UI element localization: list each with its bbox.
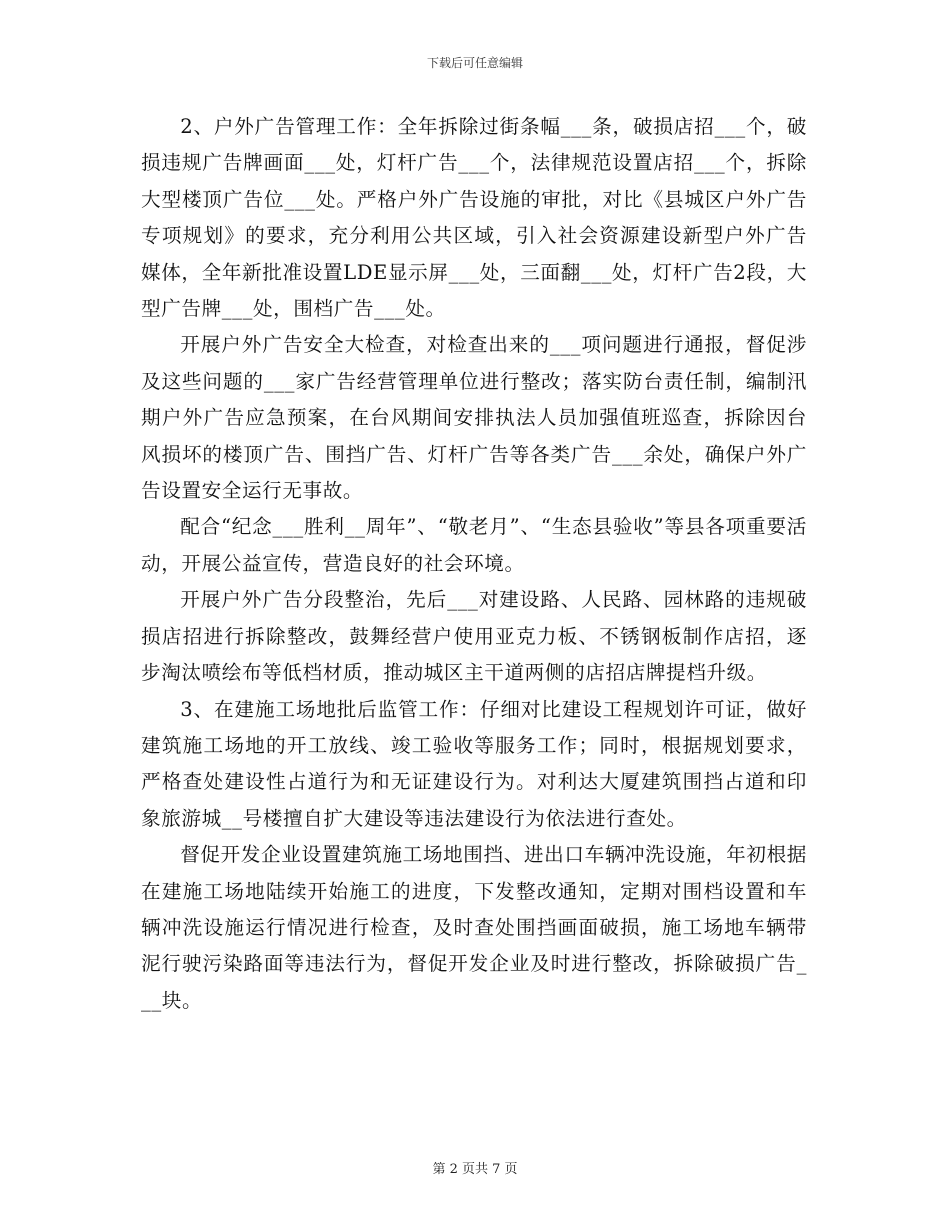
page-number: 第 2 页共 7 页 <box>432 1162 518 1177</box>
paragraph-outdoor-ad-management: 2、户外广告管理工作：全年拆除过街条幅___条，破损店招___个，破损违规广告牌画面___处，灯杆广告___个，法律规范设置店招___个，拆除大型楼顶广告位___处。严格户外广告设施的审批，对比《县城区户外广告专项规划》的要求，充分利用公共区域，引入社会资源建设新型户外广告媒体，全年新批准设置LDE显示屏___处，三面翻___处，灯杆广告2段，大型广告牌___处，围档广告___处。 <box>141 115 807 321</box>
paragraph-safety-inspection: 开展户外广告安全大检查，对检查出来的___项问题进行通报，督促涉及这些问题的___家广告经营管理单位进行整改；落实防台责任制，编制汛期户外广告应急预案，在台风期间安排执法人员加强值班巡查，拆除因台风损坏的楼顶广告、围挡广告、灯杆广告等各类广告___余处，确保户外广告设置安全运行无事故。 <box>141 333 807 503</box>
paragraph-public-campaign: 配合“纪念___胜利__周年”、“敬老月”、“生态县验收”等县各项重要活动，开展公益宣传，营造良好的社会环境。 <box>141 515 807 575</box>
paragraph-developer-oversight: 督促开发企业设置建筑施工场地围挡、进出口车辆冲洗设施，年初根据在建施工场地陆续开始施工的进度，下发整改通知，定期对围档设置和车辆冲洗设施运行情况进行检查，及时查处围挡画面破损，施工场地车辆带泥行驶污染路面等违法行为，督促开发企业及时进行整改，拆除破损广告___块。 <box>141 843 807 1012</box>
document-body <box>141 109 807 1019</box>
paragraph-construction-supervision: 3、在建施工场地批后监管工作：仔细对比建设工程规划许可证，做好建筑施工场地的开工放线、竣工验收等服务工作；同时，根据规划要求，严格查处建设性占道行为和无证建设行为。对利达大厦建筑围挡占道和印象旅游城__号楼擅自扩大建设等违法建设行为依法进行查处。 <box>141 697 807 830</box>
paragraph-section-rectification: 开展户外广告分段整治，先后___对建设路、人民路、园林路的违规破损店招进行拆除整改，鼓舞经营户使用亚克力板、不锈钢板制作店招，逐步淘汰喷绘布等低档材质，推动城区主干道两侧的店招店牌提档升级。 <box>141 588 807 685</box>
page-header: 下载后可任意编辑 <box>426 56 523 70</box>
